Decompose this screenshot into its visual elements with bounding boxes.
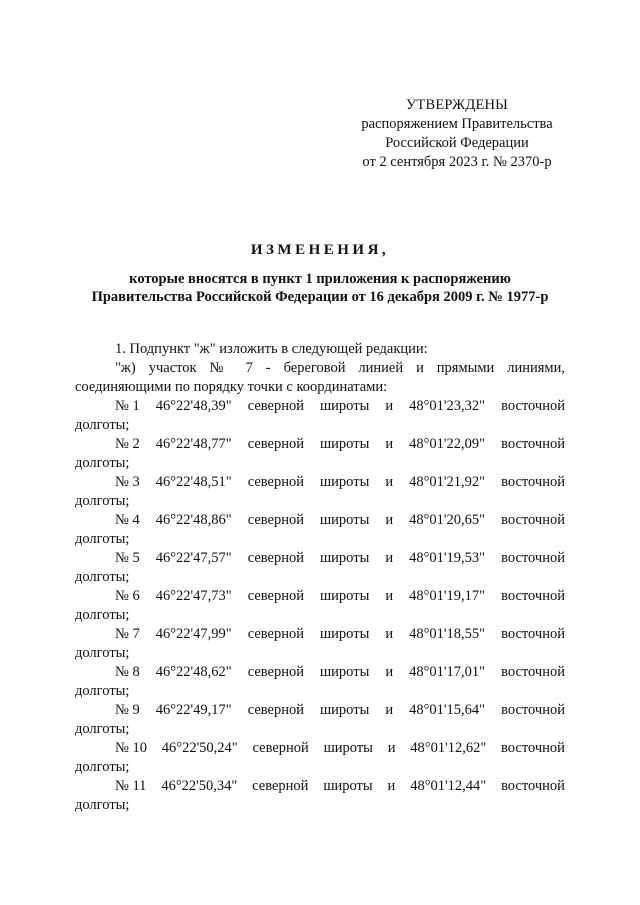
longitude-value: 48°01'12,62" <box>410 740 487 756</box>
and-label: и <box>385 398 394 414</box>
coordinate-line <box>75 701 565 720</box>
and-label: и <box>385 702 394 718</box>
point-number: № 5 <box>115 550 140 566</box>
latitude-value: 46°22'48,62" <box>155 664 232 680</box>
north-label: северной <box>247 398 304 414</box>
item-paragraph: 1. Подпункт "ж" изложить в следующей редакции: <box>115 341 428 357</box>
point-number: № 1 <box>115 398 140 414</box>
point-number: № 3 <box>115 474 140 490</box>
subtitle-line: Правительства Российской Федерации от 16 декабря 2009 г. № 1977-р <box>91 289 549 305</box>
latitude-label: широты <box>323 778 373 794</box>
latitude-value: 46°22'48,86" <box>155 512 232 528</box>
latitude-label: широты <box>320 512 370 528</box>
coordinate-point <box>75 777 565 815</box>
latitude-label: широты <box>320 588 370 604</box>
approval-date: от 2 сентября 2023 г. № 2370-р <box>362 154 552 170</box>
east-label: восточной <box>501 778 565 794</box>
coordinate-line <box>75 587 565 606</box>
latitude-value: 46°22'47,57" <box>155 550 232 566</box>
point-number: № 11 <box>115 778 147 794</box>
north-label: северной <box>247 550 304 566</box>
latitude-label: широты <box>320 626 370 642</box>
point-number: № 2 <box>115 436 140 452</box>
latitude-value: 46°22'47,99" <box>155 626 232 642</box>
coordinate-line <box>75 473 565 492</box>
point-number: № 10 <box>115 740 147 756</box>
and-label: и <box>387 778 396 794</box>
longitude-value: 48°01'19,53" <box>409 550 486 566</box>
east-label: восточной <box>501 702 565 718</box>
subitem-continuation: соединяющими по порядку точки с координатами: <box>75 379 388 395</box>
north-label: северной <box>252 740 309 756</box>
north-label: северной <box>252 778 309 794</box>
longitude-value: 48°01'20,65" <box>409 512 486 528</box>
approval-block <box>342 96 572 172</box>
east-label: восточной <box>501 588 565 604</box>
east-label: восточной <box>501 740 565 756</box>
and-label: и <box>385 664 394 680</box>
point-number: № 8 <box>115 664 140 680</box>
subitem-paragraph: "ж) участок № 7 - береговой линией и прямыми линиями, <box>115 360 565 376</box>
coordinate-point <box>75 397 565 435</box>
approval-line: Российской Федерации <box>385 135 529 151</box>
longitude-label: долготы; <box>75 493 130 509</box>
longitude-label: долготы; <box>75 455 130 471</box>
longitude-value: 48°01'23,32" <box>409 398 486 414</box>
longitude-value: 48°01'22,09" <box>409 436 486 452</box>
and-label: и <box>385 474 394 490</box>
coordinate-point <box>75 473 565 511</box>
east-label: восточной <box>501 664 565 680</box>
east-label: восточной <box>501 626 565 642</box>
and-label: и <box>387 740 396 756</box>
east-label: восточной <box>501 436 565 452</box>
latitude-label: широты <box>320 550 370 566</box>
document-body <box>75 340 565 815</box>
coordinate-points-list <box>75 397 565 815</box>
latitude-value: 46°22'50,24" <box>161 740 238 756</box>
latitude-label: широты <box>320 436 370 452</box>
document-title: ИЗМЕНЕНИЯ, <box>250 242 390 258</box>
coordinate-point <box>75 625 565 663</box>
coordinate-point <box>75 701 565 739</box>
longitude-label: долготы; <box>75 797 130 813</box>
approval-line: распоряжением Правительства <box>361 116 553 132</box>
coordinate-line <box>75 397 565 416</box>
and-label: и <box>385 626 394 642</box>
coordinate-line <box>75 435 565 454</box>
point-number: № 7 <box>115 626 140 642</box>
subtitle-line: которые вносятся в пункт 1 приложения к распоряжению <box>129 271 511 287</box>
coordinate-point <box>75 549 565 587</box>
longitude-value: 48°01'19,17" <box>409 588 486 604</box>
document-subtitle <box>60 270 580 306</box>
coordinate-point <box>75 587 565 625</box>
latitude-value: 46°22'48,77" <box>155 436 232 452</box>
longitude-value: 48°01'18,55" <box>409 626 486 642</box>
east-label: восточной <box>501 512 565 528</box>
coordinate-point <box>75 511 565 549</box>
latitude-label: широты <box>320 398 370 414</box>
and-label: и <box>385 588 394 604</box>
approval-heading: УТВЕРЖДЕНЫ <box>405 97 509 113</box>
coordinate-point <box>75 435 565 473</box>
coordinate-line <box>75 777 565 796</box>
and-label: и <box>385 550 394 566</box>
longitude-label: долготы; <box>75 607 130 623</box>
coordinate-point <box>75 739 565 777</box>
latitude-label: широты <box>320 474 370 490</box>
longitude-label: долготы; <box>75 683 130 699</box>
longitude-label: долготы; <box>75 721 130 737</box>
longitude-label: долготы; <box>75 645 130 661</box>
coordinate-line <box>75 549 565 568</box>
point-number: № 6 <box>115 588 140 604</box>
and-label: и <box>385 512 394 528</box>
longitude-label: долготы; <box>75 759 130 775</box>
east-label: восточной <box>501 398 565 414</box>
latitude-value: 46°22'48,39" <box>155 398 232 414</box>
east-label: восточной <box>501 550 565 566</box>
longitude-value: 48°01'17,01" <box>409 664 486 680</box>
north-label: северной <box>247 664 304 680</box>
longitude-value: 48°01'21,92" <box>409 474 486 490</box>
north-label: северной <box>247 702 304 718</box>
coordinate-line <box>75 663 565 682</box>
point-number: № 4 <box>115 512 140 528</box>
latitude-value: 46°22'49,17" <box>155 702 232 718</box>
longitude-label: долготы; <box>75 417 130 433</box>
coordinate-line <box>75 625 565 644</box>
latitude-label: широты <box>320 664 370 680</box>
longitude-value: 48°01'15,64" <box>409 702 486 718</box>
north-label: северной <box>247 588 304 604</box>
longitude-label: долготы; <box>75 569 130 585</box>
coordinate-line <box>75 739 565 758</box>
latitude-label: широты <box>320 702 370 718</box>
and-label: и <box>385 436 394 452</box>
latitude-value: 46°22'48,51" <box>155 474 232 490</box>
north-label: северной <box>247 626 304 642</box>
coordinate-line <box>75 511 565 530</box>
north-label: северной <box>247 512 304 528</box>
point-number: № 9 <box>115 702 140 718</box>
north-label: северной <box>247 436 304 452</box>
latitude-value: 46°22'50,34" <box>161 778 238 794</box>
coordinate-point <box>75 663 565 701</box>
longitude-value: 48°01'12,44" <box>410 778 487 794</box>
east-label: восточной <box>501 474 565 490</box>
longitude-label: долготы; <box>75 531 130 547</box>
latitude-label: широты <box>323 740 373 756</box>
north-label: северной <box>247 474 304 490</box>
latitude-value: 46°22'47,73" <box>155 588 232 604</box>
